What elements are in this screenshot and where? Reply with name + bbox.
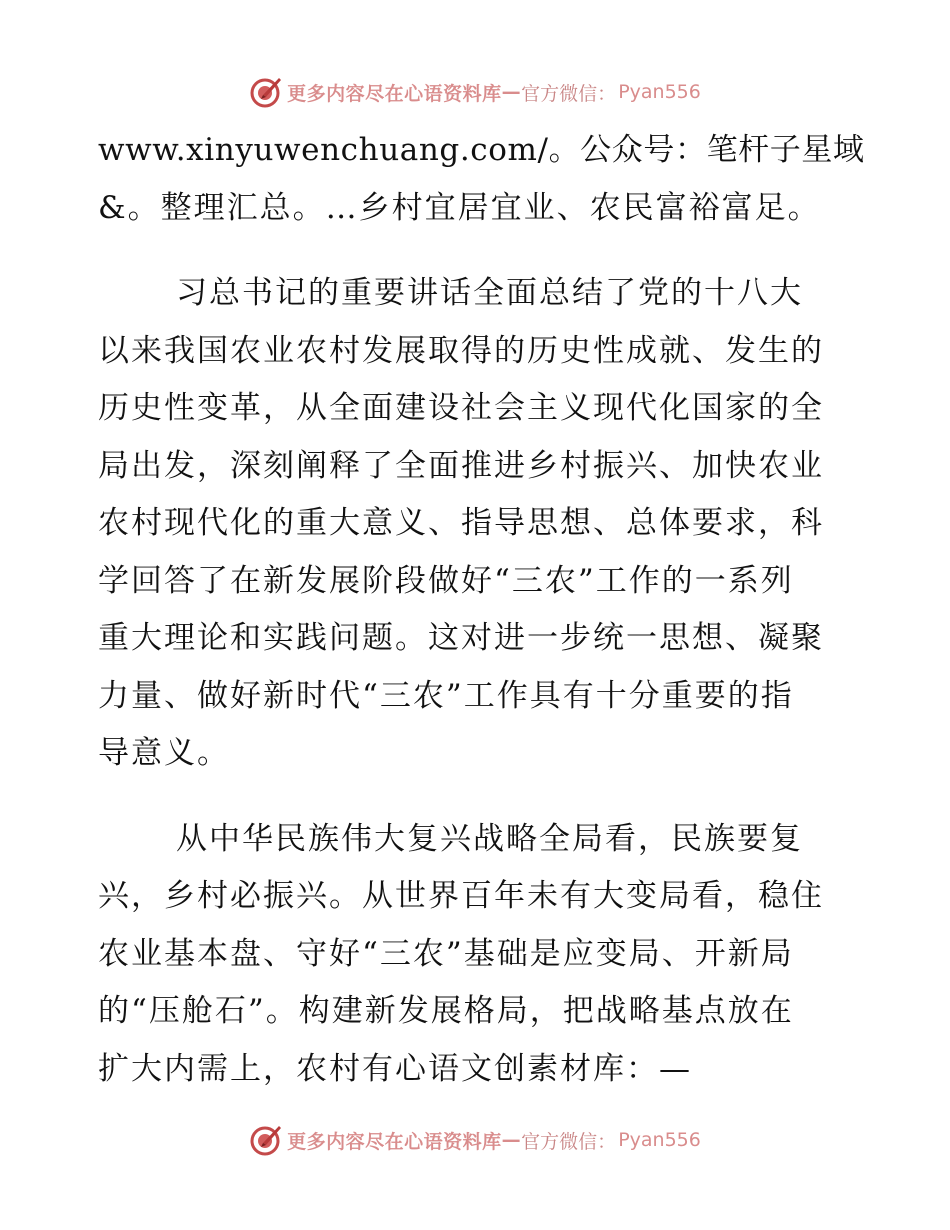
text-line: 重大理论和实践问题。这对进一步统一思想、凝聚 <box>98 620 824 656</box>
text-line: 以来我国农业农村发展取得的历史性成就、发生的 <box>98 332 824 369</box>
document-body <box>98 122 865 1098</box>
watermark-wechat-label: 官方微信： <box>521 82 617 105</box>
text-line: &。整理汇总。…乡村宜居宜业、农民富裕富足。 <box>98 189 821 226</box>
paragraph-3 <box>98 811 858 1099</box>
watermark-dash: — <box>501 1129 522 1151</box>
text-line: 导意义。 <box>98 735 230 771</box>
text-line: 局出发，深刻阐释了全面推进乡村振兴、加快农业 <box>98 447 824 484</box>
text-line: 力量、做好新时代“三农”工作具有十分重要的指 <box>98 677 794 714</box>
text-line: 历史性变革，从全面建设社会主义现代化国家的全 <box>98 390 824 426</box>
text-line: www.xinyuwenchuang.com/。公众号：笔杆子星域 <box>98 132 865 168</box>
text-line: 的“压舱石”。构建新发展格局，把战略基点放在 <box>98 993 794 1029</box>
text-line: 从中华民族伟大复兴战略全局看，民族要复 <box>176 820 803 857</box>
watermark-dash: — <box>501 81 522 103</box>
pen-logo-icon <box>249 75 283 109</box>
text-line: 农村现代化的重大意义、指导思想、总体要求，科 <box>98 505 824 541</box>
pen-logo-icon <box>249 1123 283 1157</box>
watermark-wechat-id: Pyan556 <box>618 81 701 103</box>
text-line: 习总书记的重要讲话全面总结了党的十八大 <box>176 275 803 311</box>
watermark-text: 更多内容尽在心语资料库 <box>287 82 502 105</box>
header-watermark <box>0 72 950 112</box>
text-line: 扩大内需上，农村有心语文创素材库：— <box>98 1050 692 1087</box>
watermark-text: 更多内容尽在心语资料库 <box>287 1130 502 1153</box>
footer-watermark <box>0 1120 950 1160</box>
paragraph-2 <box>98 265 858 783</box>
text-line: 农业基本盘、守好“三农”基础是应变局、开新局 <box>98 935 794 972</box>
text-line: 学回答了在新发展阶段做好“三农”工作的一系列 <box>98 562 794 599</box>
watermark-wechat-label: 官方微信： <box>521 1130 617 1153</box>
text-line: 兴，乡村必振兴。从世界百年未有大变局看，稳住 <box>98 878 824 914</box>
watermark-wechat-id: Pyan556 <box>618 1129 701 1151</box>
paragraph-1 <box>98 122 865 237</box>
